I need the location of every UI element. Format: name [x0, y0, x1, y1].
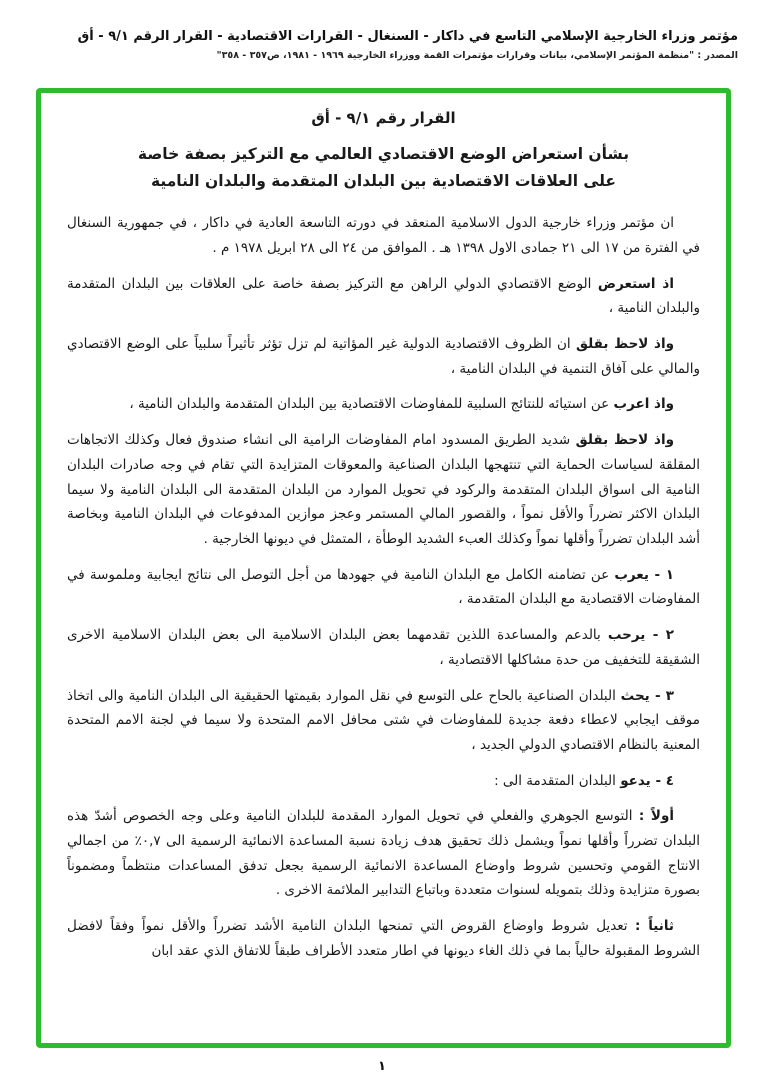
- paragraph-lead: ١ - يعرب: [614, 566, 674, 583]
- header-source: المصدر : "منظمة المؤتمر الإسلامي، بيانات وقرارات مؤتمرات القمة ووزراء الخارجية ١٩٦٩ - ١٩٨١، ص٣٥٧ - ٣٥٨": [216, 50, 738, 62]
- page-number: ١: [378, 1059, 386, 1074]
- preamble-paragraph: [67, 332, 700, 381]
- paragraph-lead: واذ لاحظ بقلق: [575, 432, 674, 449]
- paragraph-text: تعديل شروط واوضاع القروض التي تمنحها البلدان النامية الأشد تضرراً والأقل نمواً وفقاً لافضل الشروط المقبولة حالياً بما في ذلك الغاء ديونها في اطار متعدد الأطراف طبقاً للاتفاق الذي عقد ابان: [67, 918, 700, 959]
- document-frame: [36, 88, 731, 1048]
- subtitle-line-1: بشأن استعراض الوضع الاقتصادي العالمي مع التركيز بصفة خاصة: [137, 145, 630, 163]
- subitem-first: [67, 804, 700, 903]
- subitem-second: [67, 914, 700, 963]
- preamble-paragraph: [67, 211, 700, 260]
- paragraph-text: شديد الطريق المسدود امام المفاوضات الرامية الى انشاء صندوق فعال وكذلك الاتجاهات المقلقة لسياسات الحماية التي تنتهجها البلدان الصناعية والمعوقات المتزايدة التي تقام في وجه صادرات البلدان النامية الى اسواق البلدان المتقدمة والركود في تحويل الموارد من البلدان المتقدمة الى البلدان النامية ولا سيما البلدان الاكثر تضرراً والأقل نمواً ، والقصور المالي المستمر وعجز موازين المدفوعات في البلدان النامية وبخاصة أشد البلدان تضرراً وأقلها نمواً وكذلك العبء الشديد الوطأة ، المتمثل في ديونها الخارجية .: [67, 432, 700, 547]
- resolution-subject-title: [67, 141, 700, 195]
- paragraph-lead: أولاً :: [638, 808, 674, 825]
- paragraph-text: البلدان الصناعية بالحاح على التوسع في نقل الموارد بقيمتها الحقيقية الى البلدان النامية والى اتخاذ موقف ايجابي لاعطاء دفعة جديدة للمفاوضات في شتى محافل الامم المتحدة ولا سيما في لجنة الامم المتحدة المعنية بالنظام الاقتصادي الدولي الجديد ،: [67, 687, 700, 753]
- operative-paragraph-1: [67, 563, 700, 612]
- paragraph-text: ان الظروف الاقتصادية الدولية غير المؤاتية لم تزل تؤثر تأثيراً سلبياً على الوضع الاقتصادي والمالي على آفاق التنمية في البلدان النامية ،: [67, 336, 700, 377]
- preamble-paragraph: [67, 272, 700, 321]
- paragraph-text: بالدعم والمساعدة اللذين تقدمهما بعض البلدان الاسلامية الى بعض البلدان الاسلامية الاخرى الشقيقة للتخفيف من حدة مشاكلها الاقتصادية ،: [67, 627, 700, 668]
- paragraph-text: عن استيائه للنتائج السلبية للمفاوضات الاقتصادية بين البلدان المتقدمة والبلدان النامية ،: [129, 396, 610, 413]
- paragraph-lead: ٤ - يدعو: [620, 772, 674, 789]
- page-header: [28, 28, 738, 61]
- paragraph-lead: ٣ - يحث: [620, 687, 674, 704]
- paragraph-text: الوضع الاقتصادي الدولي الراهن مع التركيز بصفة خاصة على العلاقات بين البلدان المتقدمة والبلدان النامية ،: [67, 275, 700, 317]
- paragraph-text: البلدان المتقدمة الى :: [494, 772, 616, 789]
- paragraph-text: عن تضامنه الكامل مع البلدان النامية في جهودها من أجل التوصل الى نتائج ايجابية وملموسة في المفاوضات الاقتصادية مع البلدان المتقدمة ،: [67, 566, 700, 608]
- paragraph-lead: ٢ - يرحب: [607, 627, 674, 644]
- paragraph-lead: اذ استعرض: [597, 275, 674, 292]
- subtitle-line-2: على العلاقات الاقتصادية بين البلدان المتقدمة والبلدان النامية: [150, 172, 617, 191]
- document-body: [67, 109, 700, 964]
- resolution-number-title: القرار رقم ٩/١ - أق: [311, 109, 456, 127]
- operative-paragraph-3: [67, 684, 700, 758]
- paragraph-lead: واذ اعرب: [613, 396, 674, 413]
- preamble-paragraph: [67, 392, 700, 417]
- operative-paragraph-4: [67, 769, 700, 794]
- paragraph-text: ان مؤتمر وزراء خارجية الدول الاسلامية المنعقد في دورته التاسعة العادية في داكار ، في جمهورية السنغال في الفترة من ١٧ الى ٢١ جمادى الاول ١٣٩٨ هـ . الموافق من ٢٤ الى ٢٨ ابريل ١٩٧٨ م .: [67, 215, 700, 256]
- preamble-paragraph: [67, 428, 700, 552]
- paragraph-text: التوسع الجوهري والفعلي في تحويل الموارد المقدمة للبلدان النامية وعلى وجه الخصوص أشدّ هذه البلدان تضرراً وأقلها نمواً ويشمل ذلك تحقيق هدف زيادة نسبة المساعدة الانمائية الرسمية الى ٠,٧٪ من اجمالي الانتاج القومي وتحسين شروط واوضاع المساعدة الانمائية الرسمية بجعل تدفق المساعدات منتظماً ومضموناً بصورة متزايدة وذلك بتمويله لسنوات متعددة وباتباع التدابير الملائمة الاخرى .: [67, 808, 700, 899]
- paragraph-lead: واذ لاحظ بقلق: [575, 336, 674, 353]
- paragraph-lead: ثانياً :: [634, 918, 674, 935]
- operative-paragraph-2: [67, 623, 700, 672]
- header-title: مؤتمر وزراء الخارجية الإسلامي التاسع في داكار - السنغال - القرارات الاقتصادية - القرار الرقم ٩/١ - أق: [77, 29, 738, 44]
